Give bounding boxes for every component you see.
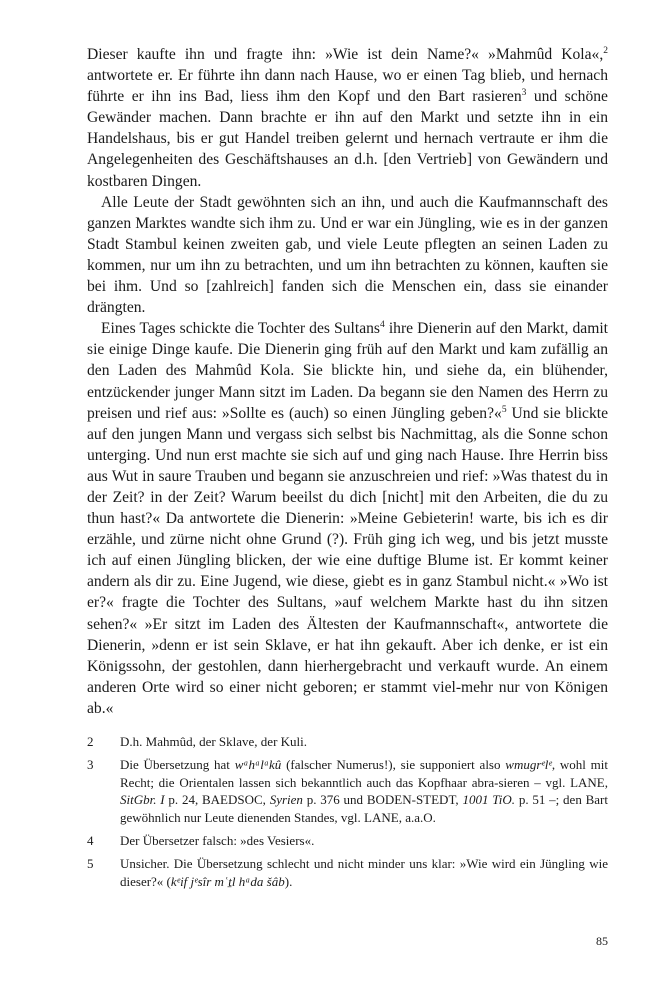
footnote-reference: 3 [521, 88, 527, 99]
paragraph: Dieser kaufte ihn und fragte ihn: »Wie ist dein Name?« »Mahmûd Kola«,$^2$ antwortete er. Er führte ihn dann nach Hause, wo er einen Tag blieb, und hernach führte er ihn ins Bad, liess ihm den Kopf und den Bart rasieren$^3$ und schöne Gewänder machen. Dann brachte er ihn auf den Markt und setzte ihn in ein Handelshaus, bis er gut Handel treiben gelernt und hernach vertraute er ihm die Angelegenheiten des Geschäftshauses an d.h. [den Vertrieb] von Gewändern und kostbaren Dingen. [87, 46, 608, 190]
footnote-reference: 4 [379, 320, 385, 331]
footnote-reference: 5 [501, 404, 507, 415]
italic-text: kᵉif jᵉsîr mʿṯl hᵃda šâb [170, 873, 285, 889]
paragraph: Alle Leute der Stadt gewöhnten sich an ihn, und auch die Kaufmannschaft des ganzen Marktes wandte sich ihm zu. Und er war ein Jüngling, wie es in der ganzen Stadt Stambul keinen zweiten gab, und viele Leute pflegten an seinen Laden zu kommen, nur um ihn zu betrachten, und um ihn betrachten zu können, kauften sie bei ihm. Und so [zahlreich] fanden sich die Menschen ein, dass sie einander drängten. [87, 193, 608, 317]
paragraph: Eines Tages schickte die Tochter des Sultans$^4$ ihre Dienerin auf den Markt, damit sie einige Dinge kaufe. Die Dienerin ging früh auf den Markt und kam zufällig an den Laden des Mahmûd Kola. Sie blickte hin, und siehe da, ein blühender, entzückender junger Mann sitzt im Laden. Da begann sie den Namen des Herrn zu preisen und rief aus: »Sollte es (auch) so einen Jüngling geben?«$^5$ Und sie blickte auf den jungen Mann und vergass sich selbst bis Nachmittag, als die Sonne schon unterging. Und nun erst machte sie sich auf und ging nach Hause. Ihre Herrin biss aus Wut in saure Trauben und begann sie anzuschreien und rief: »Was thatest du in der Zeit? in der Zeit? Warum beeilst du dich [nicht] mit den Arbeiten, die du zu thun hast?« Da antwortete die Dienerin: »Meine Gebieterin! warte, bis ich es dir erzähle, und zürne nicht ohne Grund (?). Früh ging ich weg, und bis jetzt musste ich auf einen Jüngling blicken, der wie eine duftige Blume ist. Er kommt keiner andern als dir zu. Eine Jugend, wie diese, giebt es in ganz Stambul nicht.« »Wo ist er?« fragte die Tochter des Sultans, »auf welchem Markte hast du ihn sitzen sehen?« »Er sitzt im Laden des Ältesten der Kaufmannschaft«, antwortete die Dienerin, »denn er ist sein Sklave, er hat ihn gekauft. Aber ich denke, er ist ein Königssohn, der gestohlen, dann hierhergebracht und verkauft wurde. An einem anderen Orte wird so einer nicht geboren; er stammt viel-mehr nur von Königen ab.« [87, 320, 608, 717]
footnote-reference: 2 [603, 46, 608, 56]
italic-text: SitGbr. I [120, 792, 165, 808]
footnote-text: Unsicher. Die Übersetzung schlecht und nicht minder uns klar: »Wie wird ein Jüngling wie dieser?« (kᵉif jᵉsîr mʿṯl hᵃda šâb). [120, 855, 608, 889]
italic-text: Syrien [269, 792, 303, 808]
italic-text: wᵃhᵃlᵃkû [234, 756, 282, 772]
footnotes [87, 733, 608, 895]
page-number: 85 [596, 934, 608, 948]
footnote-number: 4 [87, 832, 94, 848]
italic-text: 1001 TiO. [462, 792, 516, 808]
footnote-text: Die Übersetzung hat wᵃhᵃlᵃkû (falscher Numerus!), sie supponiert also wmugrᵉlᵉ, wohl mit Recht; die Orientalen lassen sich bekanntlich auch das Kopfhaar abra-sieren – vgl. LANE, SitGbr. I p. 24, BAEDSOC, Syrien p. 376 und BODEN-STEDT, 1001 TiO. p. 51 –; den Bart gewöhnlich nur Leute dienenden Standes, vgl. LANE, a.a.O. [120, 756, 608, 826]
footnote-text: Der Übersetzer falsch: »des Vesiers«. [120, 832, 315, 848]
footnote [87, 832, 608, 850]
footnote [87, 733, 608, 751]
footnote [87, 855, 608, 891]
footnote-text: D.h. Mahmûd, der Sklave, der Kuli. [120, 734, 308, 749]
main-text [87, 44, 608, 719]
footnote [87, 756, 608, 827]
footnote-number: 2 [87, 734, 94, 749]
footnote-number: 5 [87, 855, 94, 871]
footnote-number: 3 [87, 756, 94, 772]
italic-text: wmugrᵉlᵉ [505, 756, 552, 772]
